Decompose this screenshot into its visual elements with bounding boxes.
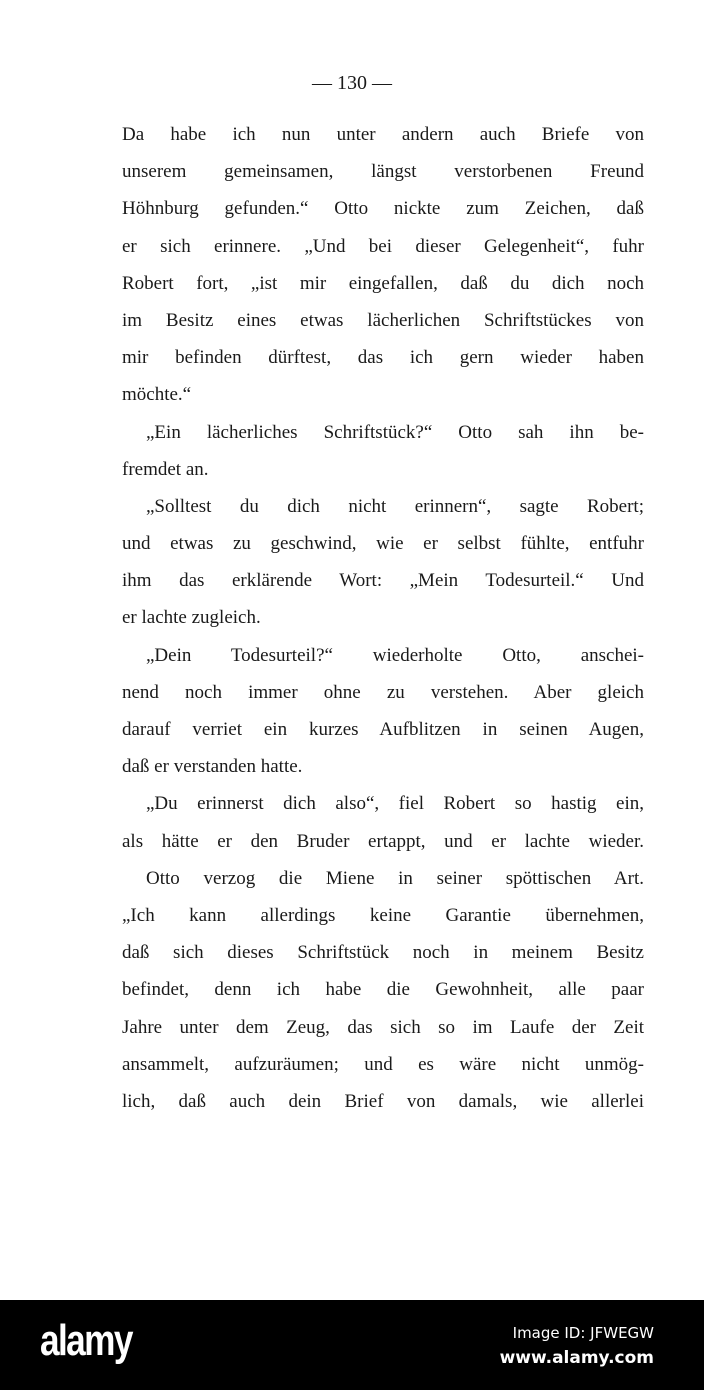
text-line: daß sich dieses Schriftstück noch in meinem Besitz xyxy=(122,942,644,964)
text-line: fremdet an. xyxy=(122,458,209,480)
text-line: Robert fort, „ist mir eingefallen, daß du dich noch xyxy=(122,272,644,294)
text-line: befindet, denn ich habe die Gewohnheit, alle paar xyxy=(122,979,644,1001)
watermark-url: www.alamy.com xyxy=(499,1348,654,1368)
text-line: „Du erinnerst dich also“, fiel Robert so hastig ein, xyxy=(146,793,644,815)
text-line: mir befinden dürftest, das ich gern wieder haben xyxy=(122,347,644,369)
text-line: unserem gemeinsamen, längst verstorbenen Freund xyxy=(122,161,644,183)
page-number: — 130 — xyxy=(312,72,392,94)
text-line: ihm das erklärende Wort: „Mein Todesurteil.“ Und xyxy=(122,570,644,592)
text-line: „Ein lächerliches Schriftstück?“ Otto sah ihn be- xyxy=(146,421,644,443)
text-line: Otto verzog die Miene in seiner spöttischen Art. xyxy=(146,867,644,889)
text-line: „Solltest du dich nicht erinnern“, sagte Robert; xyxy=(146,495,644,517)
text-line: im Besitz eines etwas lächerlichen Schriftstückes von xyxy=(122,309,644,331)
text-line: „Ich kann allerdings keine Garantie übernehmen, xyxy=(122,904,644,926)
text-line: und etwas zu geschwind, wie er selbst fühlte, entfuhr xyxy=(122,533,644,555)
watermark-bar xyxy=(0,1300,704,1390)
text-line: „Dein Todesurteil?“ wiederholte Otto, anschei- xyxy=(146,644,644,666)
text-line: darauf verriet ein kurzes Aufblitzen in seinen Augen, xyxy=(122,719,644,740)
text-line: lich, daß auch dein Brief von damals, wie allerlei xyxy=(122,1090,644,1112)
text-line: er lachte zugleich. xyxy=(122,607,261,629)
alamy-logo: alamy xyxy=(40,1316,132,1365)
text-line: daß er verstanden hatte. xyxy=(122,756,303,778)
text-line: Da habe ich nun unter andern auch Briefe von xyxy=(122,124,644,145)
text-line: Jahre unter dem Zeug, das sich so im Laufe der Zeit xyxy=(122,1016,644,1038)
text-line: Höhnburg gefunden.“ Otto nickte zum Zeichen, daß xyxy=(122,198,644,220)
text-line: möchte.“ xyxy=(122,384,192,406)
image-id: Image ID: JFWEGW xyxy=(512,1324,654,1342)
text-line: nend noch immer ohne zu verstehen. Aber gleich xyxy=(122,681,644,703)
body-text xyxy=(122,116,644,1120)
text-line: als hätte er den Bruder ertappt, und er lachte wieder. xyxy=(122,830,644,852)
text-line: er sich erinnere. „Und bei dieser Gelegenheit“, fuhr xyxy=(122,235,644,257)
text-line: ansammelt, aufzuräumen; und es wäre nicht unmög- xyxy=(122,1053,644,1075)
